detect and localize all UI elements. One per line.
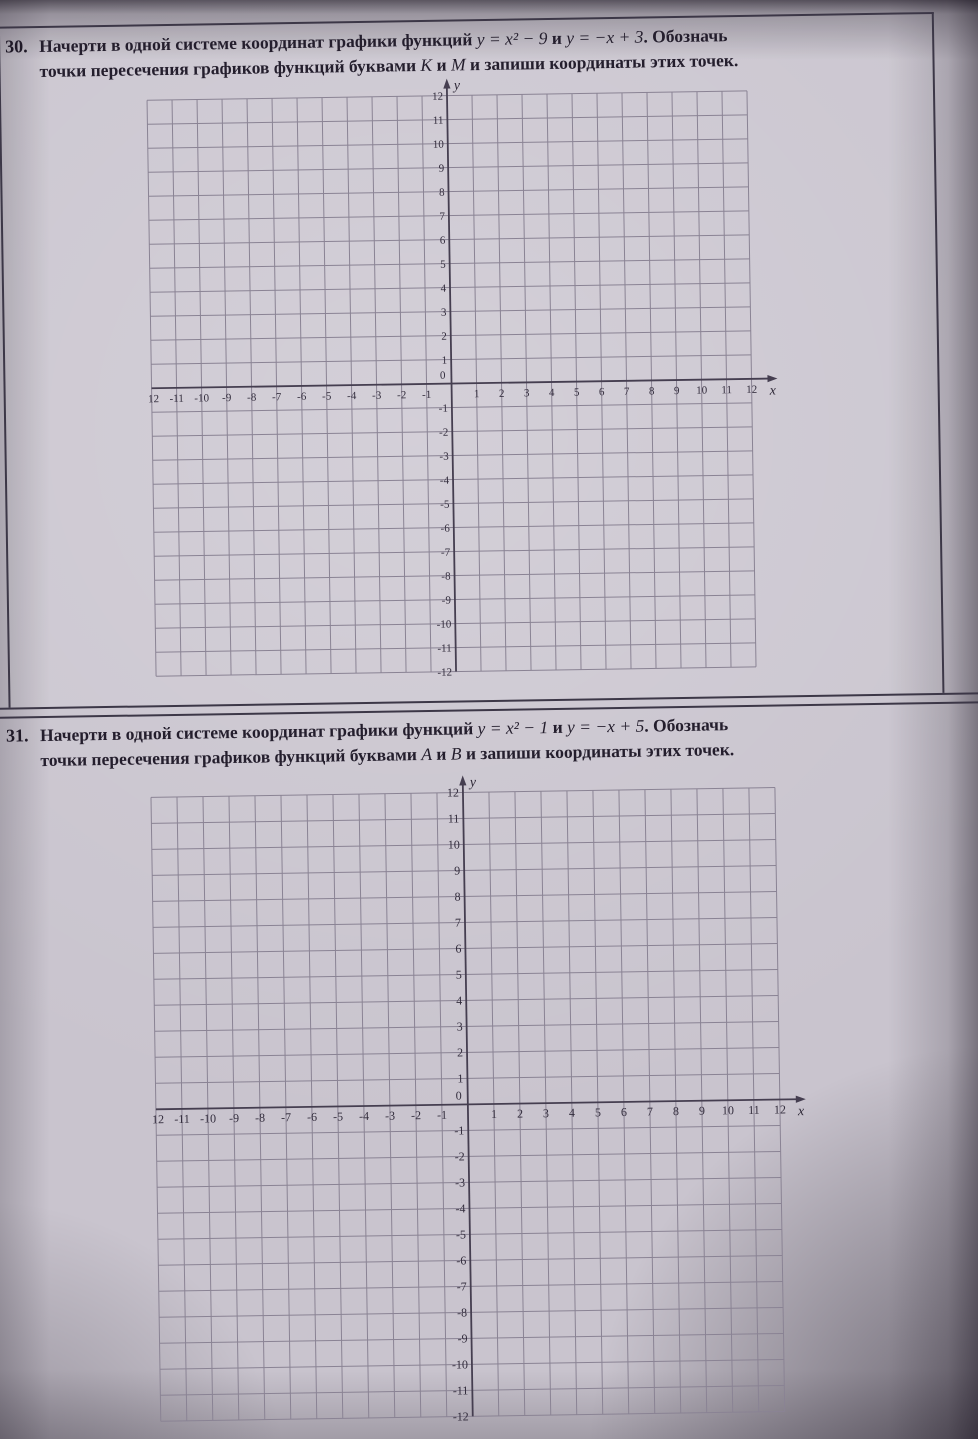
svg-text:1: 1 [490,1106,498,1122]
svg-text:9: 9 [438,162,445,175]
svg-text:-7: -7 [280,1110,292,1125]
svg-text:5: 5 [594,1105,602,1120]
svg-text:0: 0 [439,369,446,382]
svg-text:-1: -1 [438,402,449,415]
svg-text:8: 8 [648,385,655,398]
svg-text:-1: -1 [436,1107,448,1122]
svg-text:11: 11 [748,1102,760,1117]
svg-text:2: 2 [441,330,447,343]
svg-text:4: 4 [456,993,463,1008]
svg-text:5: 5 [440,258,446,271]
svg-text:-12: -12 [437,666,453,679]
function-formula-2: y = −x + 3 [566,26,644,48]
coordinate-grid-30 [144,72,788,691]
svg-text:4: 4 [568,1105,576,1120]
svg-text:-5: -5 [322,390,332,403]
point-letter-2: M [450,54,466,75]
svg-text:-2: -2 [454,1149,465,1164]
svg-text:12: 12 [773,1102,787,1117]
svg-text:-10: -10 [436,618,452,631]
svg-text:12: 12 [431,90,444,103]
point-letter-2: B [450,743,462,764]
svg-text:-12: -12 [147,1112,165,1127]
svg-text:-4: -4 [455,1201,466,1216]
svg-text:-4: -4 [439,474,450,487]
svg-text:-5: -5 [332,1109,344,1124]
svg-text:-7: -7 [272,391,282,404]
function-formula-1: y = x² − 9 [476,28,548,50]
svg-text:1: 1 [441,354,448,367]
svg-text:3: 3 [440,306,447,319]
svg-text:-6: -6 [297,390,307,403]
svg-text:5: 5 [455,967,462,982]
svg-text:7: 7 [439,210,445,223]
svg-text:9: 9 [454,863,461,878]
svg-text:x: x [797,1104,805,1120]
svg-text:4: 4 [548,386,555,400]
svg-text:-4: -4 [347,390,357,403]
svg-text:-8: -8 [457,1305,468,1320]
svg-text:10: 10 [696,384,708,397]
svg-text:-2: -2 [439,426,449,439]
svg-text:-3: -3 [384,1108,396,1123]
svg-text:-8: -8 [254,1110,266,1125]
svg-text:-5: -5 [440,498,450,511]
svg-text:-3: -3 [454,1175,466,1190]
svg-text:-12: -12 [144,393,160,406]
point-letter-1: K [420,54,433,76]
svg-text:-10: -10 [194,392,210,405]
svg-text:-11: -11 [437,642,452,655]
svg-text:8: 8 [438,186,445,199]
svg-text:-11: -11 [169,392,184,405]
svg-text:3: 3 [542,1106,550,1121]
svg-text:y: y [469,775,477,791]
svg-text:-10: -10 [451,1357,469,1372]
svg-text:6: 6 [598,386,605,399]
svg-text:-9: -9 [228,1110,240,1126]
svg-text:8: 8 [454,889,461,904]
svg-text:7: 7 [646,1104,654,1119]
svg-text:11: 11 [432,114,444,127]
grid-svg [148,769,817,1431]
svg-text:2: 2 [498,387,505,400]
svg-text:9: 9 [698,1103,706,1118]
svg-text:3: 3 [523,387,530,400]
svg-text:-7: -7 [456,1279,467,1294]
svg-text:-6: -6 [306,1109,318,1124]
svg-text:10: 10 [721,1103,735,1118]
grid-svg [144,72,788,686]
svg-text:6: 6 [620,1104,628,1119]
svg-text:9: 9 [673,384,680,398]
problem-31 [6,709,946,774]
svg-text:1: 1 [457,1071,464,1086]
svg-text:-2: -2 [397,389,407,402]
svg-text:-6: -6 [440,522,450,535]
svg-text:2: 2 [456,1045,464,1060]
function-formula-1: y = x² − 1 [477,717,549,739]
problem-31-text: Начерти в одной системе координат графики функций y = x² − 1 и y = −x + 5. Обозначь точки пересечения графиков функций буквами A и B и запиши координаты этих точек. [39,714,735,771]
svg-text:0: 0 [455,1088,462,1103]
svg-text:7: 7 [454,915,462,930]
svg-text:12: 12 [746,383,758,396]
svg-text:-4: -4 [358,1108,370,1124]
svg-text:11: 11 [447,811,460,826]
svg-text:-6: -6 [456,1253,467,1268]
svg-text:-9: -9 [441,594,452,607]
svg-text:-1: -1 [454,1123,465,1138]
problem-30-text: Начерти в одной системе координат графики функций y = x² − 9 и y = −x + 3. Обозначь точки пересечения графиков функций буквами K и M и запиши координаты этих точек. [39,25,739,81]
svg-text:1: 1 [473,388,480,401]
svg-text:-3: -3 [439,450,449,463]
svg-text:-9: -9 [457,1331,468,1346]
svg-text:-7: -7 [440,546,451,559]
svg-text:-2: -2 [410,1108,422,1123]
svg-text:5: 5 [573,386,580,399]
svg-text:-1: -1 [422,388,432,402]
svg-text:10: 10 [447,837,460,852]
svg-text:x: x [769,383,777,399]
svg-text:3: 3 [456,1019,463,1034]
svg-text:-8: -8 [441,570,451,583]
svg-text:12: 12 [446,785,460,800]
svg-text:-11: -11 [174,1111,190,1127]
svg-text:2: 2 [516,1106,524,1121]
svg-text:-8: -8 [247,391,257,404]
svg-text:4: 4 [440,282,447,295]
svg-text:-5: -5 [455,1227,467,1242]
svg-text:8: 8 [672,1104,680,1119]
problem-30-number: 30. [5,36,28,57]
svg-text:-10: -10 [199,1111,217,1126]
svg-text:-11: -11 [452,1383,469,1398]
svg-text:-3: -3 [372,389,382,402]
svg-text:y: y [453,78,461,94]
function-formula-2: y = −x + 5 [566,715,645,737]
point-letter-1: A [421,743,433,765]
coordinate-grid-31 [148,769,817,1436]
svg-text:11: 11 [721,384,733,397]
svg-text:-9: -9 [222,392,232,405]
problem-31-number: 31. [5,725,29,746]
svg-text:6: 6 [455,941,462,956]
svg-text:6: 6 [439,234,446,247]
svg-text:7: 7 [623,385,630,398]
svg-text:10: 10 [432,138,444,151]
svg-text:-12: -12 [452,1409,469,1424]
